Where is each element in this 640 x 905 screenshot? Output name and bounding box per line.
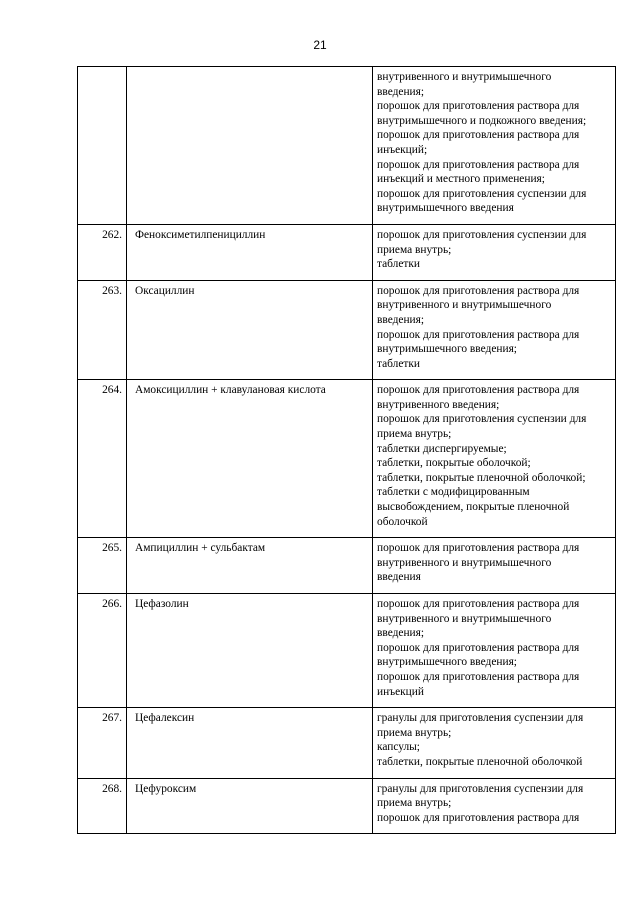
drug-name: Цефазолин <box>127 594 373 708</box>
dosage-form-line: внутривенного и внутримышечного <box>377 299 552 312</box>
table-row <box>78 67 616 225</box>
dosage-form-line: высвобождением, покрытые пленочной <box>377 501 570 514</box>
dosage-form-line: порошок для приготовления раствора для <box>377 811 580 824</box>
dosage-form-line: приема внутрь; <box>377 243 452 256</box>
dosage-form-line: порошок для приготовления раствора для <box>377 284 580 297</box>
table-row <box>78 538 616 594</box>
row-number: 263. <box>78 280 127 380</box>
dosage-form-line: приема внутрь; <box>377 428 452 441</box>
dosage-form-line: таблетки с модифицированным <box>377 486 530 499</box>
dosage-form-line: порошок для приготовления суспензии для <box>377 187 587 200</box>
dosage-forms <box>373 538 616 594</box>
row-number <box>78 67 127 225</box>
row-number: 266. <box>78 594 127 708</box>
dosage-forms <box>373 594 616 708</box>
dosage-form-line: порошок для приготовления раствора для <box>377 641 580 654</box>
dosage-form-line: таблетки диспергируемые; <box>377 442 507 455</box>
drug-name: Оксациллин <box>127 280 373 380</box>
dosage-form-line: таблетки, покрытые оболочкой; <box>377 457 531 470</box>
table-row <box>78 380 616 538</box>
dosage-form-line: приема внутрь; <box>377 797 452 810</box>
dosage-forms <box>373 280 616 380</box>
dosage-form-line: порошок для приготовления суспензии для <box>377 228 587 241</box>
dosage-form-line: введения; <box>377 627 425 640</box>
dosage-form-line: таблетки, покрытые пленочной оболочкой; <box>377 471 586 484</box>
dosage-form-line: инъекций; <box>377 143 428 156</box>
dosage-form-line: порошок для приготовления раствора для <box>377 384 580 397</box>
dosage-form-line: гранулы для приготовления суспензии для <box>377 782 584 795</box>
row-number: 267. <box>78 708 127 778</box>
dosage-form-line: внутримышечного введения <box>377 202 514 215</box>
dosage-form-line: инъекций и местного применения; <box>377 173 545 186</box>
table-row <box>78 708 616 778</box>
dosage-form-line: внутривенного и внутримышечного <box>377 612 552 625</box>
dosage-form-line: внутримышечного введения; <box>377 343 517 356</box>
page-number: 21 <box>313 38 327 52</box>
dosage-forms <box>373 380 616 538</box>
drug-name: Амоксициллин + клавулановая кислота <box>127 380 373 538</box>
drug-name: Феноксиметилпенициллин <box>127 224 373 280</box>
dosage-forms <box>373 224 616 280</box>
row-number: 268. <box>78 778 127 834</box>
dosage-form-line: введения; <box>377 313 425 326</box>
drug-name: Цефалексин <box>127 708 373 778</box>
dosage-forms <box>373 67 616 225</box>
dosage-form-line: внутривенного и внутримышечного <box>377 556 552 569</box>
dosage-form-line: таблетки, покрытые пленочной оболочкой <box>377 755 583 768</box>
dosage-form-line: внутримышечного введения; <box>377 656 517 669</box>
drug-name <box>127 67 373 225</box>
dosage-form-line: капсулы; <box>377 741 420 754</box>
drug-table <box>77 66 616 834</box>
dosage-forms <box>373 778 616 834</box>
dosage-form-line: гранулы для приготовления суспензии для <box>377 712 584 725</box>
dosage-form-line: таблетки <box>377 357 421 370</box>
row-number: 262. <box>78 224 127 280</box>
dosage-form-line: приема внутрь; <box>377 726 452 739</box>
dosage-form-line: внутривенного и внутримышечного <box>377 71 552 83</box>
dosage-form-line: порошок для приготовления раствора для <box>377 670 580 683</box>
dosage-form-line: порошок для приготовления суспензии для <box>377 413 587 426</box>
table-row <box>78 280 616 380</box>
drug-table-body <box>78 67 616 834</box>
dosage-form-line: таблетки <box>377 258 421 271</box>
dosage-form-line: введения <box>377 571 421 584</box>
row-number: 265. <box>78 538 127 594</box>
dosage-form-line: порошок для приготовления раствора для <box>377 328 580 341</box>
row-number: 264. <box>78 380 127 538</box>
drug-name: Ампициллин + сульбактам <box>127 538 373 594</box>
dosage-form-line: порошок для приготовления раствора для <box>377 542 580 555</box>
dosage-form-line: введения; <box>377 85 425 98</box>
dosage-form-line: порошок для приготовления раствора для <box>377 598 580 610</box>
table-row <box>78 778 616 834</box>
table-row <box>78 224 616 280</box>
dosage-form-line: порошок для приготовления раствора для <box>377 129 580 142</box>
dosage-form-line: оболочкой <box>377 515 428 528</box>
table-row <box>78 594 616 708</box>
dosage-form-line: порошок для приготовления раствора для <box>377 100 580 113</box>
drug-name: Цефуроксим <box>127 778 373 834</box>
dosage-forms <box>373 708 616 778</box>
dosage-form-line: внутривенного введения; <box>377 398 500 411</box>
dosage-form-line: инъекций <box>377 685 424 698</box>
dosage-form-line: внутримышечного и подкожного введения; <box>377 114 587 127</box>
dosage-form-line: порошок для приготовления раствора для <box>377 158 580 171</box>
